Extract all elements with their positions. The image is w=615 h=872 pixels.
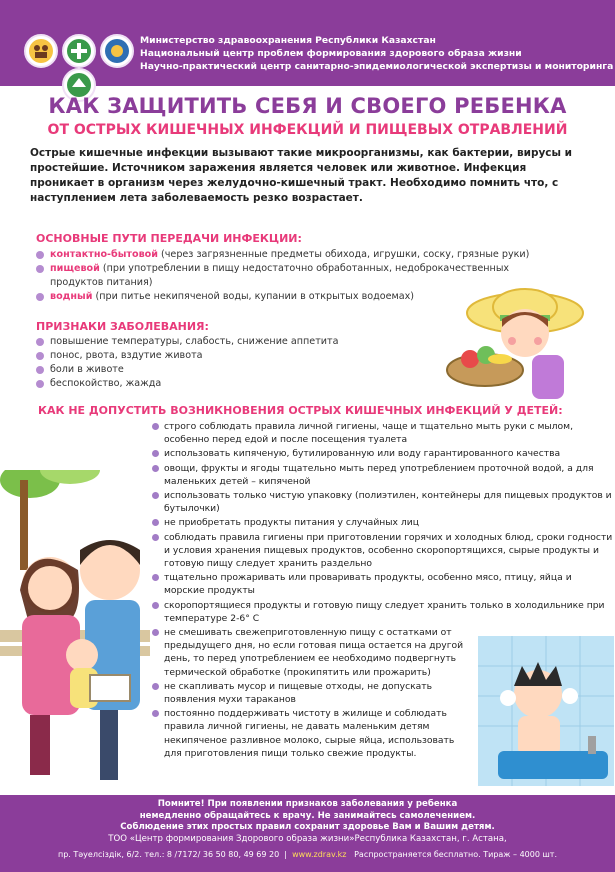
prevention-heading: КАК НЕ ДОПУСТИТЬ ВОЗНИКНОВЕНИЯ ОСТРЫХ КИШЕЧНЫХ ИНФЕКЦИЙ У ДЕТЕЙ:: [38, 404, 563, 417]
footer-advice: Соблюдение этих простых правил сохранит здоровье Вам и Вашим детям.: [120, 822, 495, 832]
boy-washing-illustration: [478, 636, 614, 786]
footer-band: [0, 795, 615, 872]
prevention-text: не приобретать продукты питания у случайных лиц: [164, 517, 420, 529]
list-item: [152, 571, 614, 597]
bullet-icon: [152, 519, 159, 526]
list-item: [152, 516, 614, 529]
list-item: [152, 626, 464, 679]
prevention-text: не смешивать свежеприготовленную пищу с остатками от предыдущего дня, но если готовая пища остается на другой день, то перед употреблением ее необходимо подвергнуть термической обработке (прокипятить или прожарить): [164, 627, 464, 678]
footer-address: пр. Тәуелсіздік, 6/2. тел.: 8 /7172/ 36 50 80, 49 69 20: [57, 850, 280, 859]
header-line-3: Научно-практический центр санитарно-эпидемиологической экспертизы и мониторинга: [140, 61, 614, 72]
list-item: [152, 447, 614, 460]
page-subtitle: ОТ ОСТРЫХ КИШЕЧНЫХ ИНФЕКЦИЙ И ПИЩЕВЫХ ОТРАВЛЕНИЙ: [47, 122, 568, 138]
bullet-icon: [36, 293, 44, 301]
list-item: [152, 462, 614, 488]
bullet-icon: [36, 380, 44, 388]
list-item: [152, 707, 464, 760]
bullet-icon: [152, 710, 159, 717]
prevention-text: постоянно поддерживать чистоту в жилище и соблюдать правила личной гигиены, не давать маленьким детям некипяченое разливное молоко, сырые яйца, использовать для приготовления пищи только свежие продукты.: [164, 708, 455, 759]
bullet-icon: [152, 574, 159, 581]
bullet-icon: [152, 423, 159, 430]
prevention-text: тщательно прожаривать или проваривать продукты, особенно мясо, птицу, яйца и морские продукты: [164, 572, 572, 597]
list-item: [152, 489, 614, 515]
route-text: (при употреблении в пищу недостаточно обработанных, недоброкачественных продуктов питания): [50, 263, 510, 288]
header-band: [0, 0, 615, 86]
bullet-icon: [36, 338, 44, 346]
expertise-center-logo: [100, 34, 134, 68]
route-term: водный: [50, 291, 93, 302]
bullet-icon: [152, 465, 159, 472]
intro-paragraph: Острые кишечные инфекции вызывают такие микроорганизмы, как бактерии, вирусы и простейшие. Источником заражения является человек или животное. Инфекция проникает в организм через желудочно-кишечный тракт. Необходимо помнить что, с наступлением лета заболеваемость резко возрастает.: [30, 147, 573, 204]
symptom-text: понос, рвота, вздутие живота: [50, 350, 203, 361]
list-item: [36, 377, 416, 391]
list-item: [36, 349, 416, 363]
header-line-2: Национальный центр проблем формирования здорового образа жизни: [140, 48, 522, 59]
ministry-logo: [24, 34, 58, 68]
list-item: [152, 531, 614, 571]
routes-heading: ОСНОВНЫЕ ПУТИ ПЕРЕДАЧИ ИНФЕКЦИИ:: [36, 232, 302, 245]
header-organizations: [140, 34, 613, 73]
prevention-text: соблюдать правила гигиены при приготовлении горячих и холодных блюд, сроки годности и условия хранения пищевых продуктов, особенно скоропортящихся, сырые продукты и готовую пищу следует хранить раздельно: [164, 531, 613, 570]
bullet-icon: [36, 265, 44, 273]
prevention-text: строго соблюдать правила личной гигиены, чаще и тщательно мыть руки с мылом, особенно перед едой и после посещения туалета: [164, 421, 573, 446]
prevention-text: использовать только чистую упаковку (полиэтилен, контейнеры для пищевых продуктов и бутылочки): [164, 490, 612, 515]
bullet-icon: [152, 602, 159, 609]
footer-contacts: пр. Тәуелсіздік, 6/2. тел.: 8 /7172/ 36 50 80, 49 69 20 | www.zdrav.kz Распространяется бесплатно. Тираж – 4000 шт.: [57, 850, 558, 859]
symptoms-list: [36, 335, 416, 391]
list-item: [152, 599, 614, 625]
symptoms-heading: ПРИЗНАКИ ЗАБОЛЕВАНИЯ:: [36, 320, 209, 333]
list-item: [36, 248, 556, 262]
girl-with-fruit-illustration: [440, 275, 590, 405]
symptom-text: беспокойство, жажда: [50, 378, 162, 389]
bullet-icon: [152, 683, 159, 690]
family-illustration: [0, 470, 152, 790]
route-term: контактно-бытовой: [50, 249, 158, 260]
footer-warning-2: немедленно обращайтесь к врачу. Не занимайтесь самолечением.: [139, 810, 476, 821]
prevention-text: не скапливать мусор и пищевые отходы, не допускать появления мухи тараканов: [164, 680, 433, 706]
footer-distribution: Распространяется бесплатно. Тираж – 4000 шт.: [354, 850, 558, 859]
footer-warning-1: Помните! При появлении признаков заболевания у ребенка: [157, 799, 458, 809]
route-text: (через загрязненные предметы обихода, игрушки, соску, грязные руки): [157, 249, 530, 260]
prevention-text: скоропортящиеся продукты и готовую пищу следует хранить только в холодильнике при температуре 2-6° С: [164, 599, 605, 624]
bullet-icon: [36, 352, 44, 360]
footer-organization: ТОО «Центр формирования Здорового образа жизни»Республика Казахстан, г. Астана,: [108, 833, 507, 844]
bullet-icon: [36, 366, 44, 374]
health-center-logo: [62, 34, 96, 68]
list-item: [36, 363, 416, 377]
route-term: пищевой: [50, 263, 100, 274]
list-item: [152, 420, 614, 446]
prevention-text: овощи, фрукты и ягоды тщательно мыть перед употреблением проточной водой, а для маленьких детей – кипяченой: [164, 462, 594, 487]
bullet-icon: [152, 629, 159, 636]
bullet-icon: [152, 534, 159, 541]
bullet-icon: [152, 492, 159, 499]
list-item: [36, 335, 416, 349]
prevention-text: использовать кипяченую, бутилированную или воду гарантированного качества: [164, 448, 561, 460]
list-item: [152, 680, 464, 706]
page-title: КАК ЗАЩИТИТЬ СЕБЯ И СВОЕГО РЕБЕНКА: [48, 94, 567, 118]
bullet-icon: [152, 450, 159, 457]
symptom-text: боли в животе: [50, 364, 124, 375]
route-text: (при питье некипяченой воды, купании в открытых водоемах): [92, 291, 415, 302]
bullet-icon: [36, 251, 44, 259]
symptom-text: повышение температуры, слабость, снижение аппетита: [50, 336, 339, 347]
header-line-1: Министерство здравоохранения Республики Казахстан: [140, 35, 436, 46]
website-link[interactable]: www.zdrav.kz: [292, 850, 347, 859]
